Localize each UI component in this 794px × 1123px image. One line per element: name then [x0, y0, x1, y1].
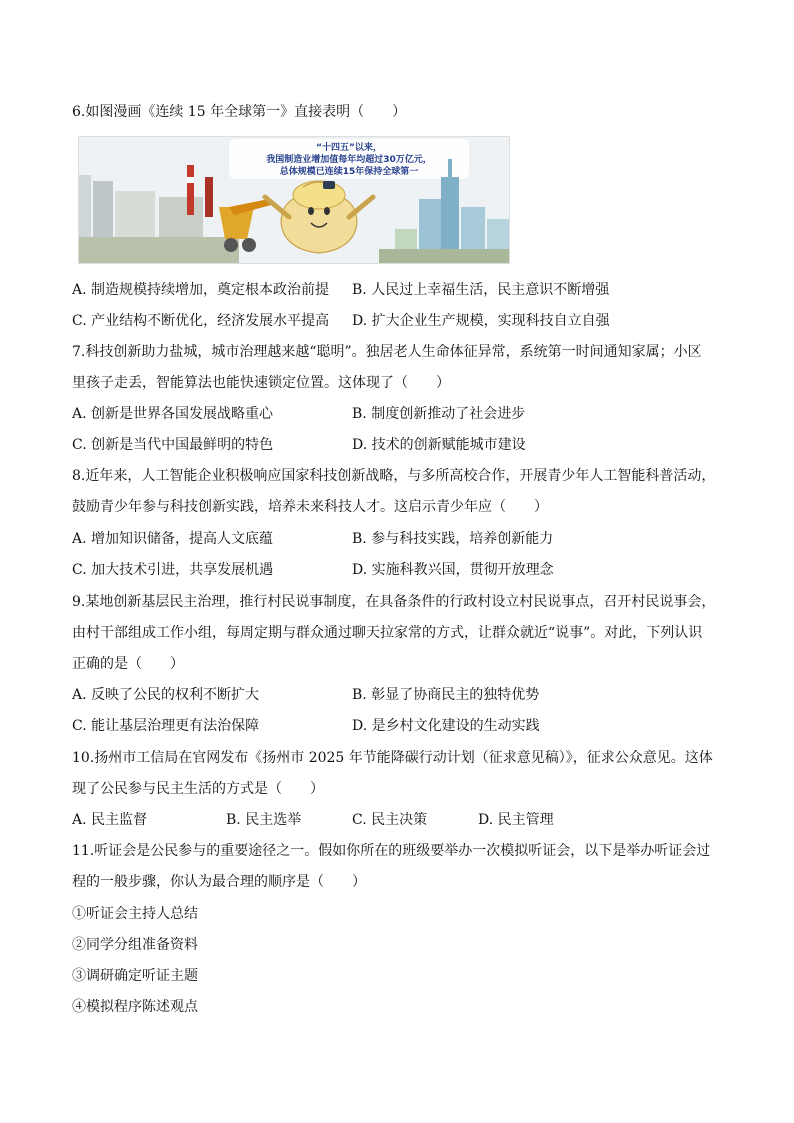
q11-stem-line-2: 程的一般步骤，你认为最合理的顺序是（ ）: [72, 874, 366, 890]
comic-image: [78, 136, 510, 264]
q7-option-d: D. 技术的创新赋能城市建设: [352, 437, 526, 453]
q10-option-c: C. 民主决策: [352, 812, 428, 828]
q9-stem-line-3: 正确的是（ ）: [72, 656, 184, 672]
q8-stem-line-1: 8.近年来，人工智能企业积极响应国家科技创新战略，与多所高校合作，开展青少年人工智能科普活动，: [72, 468, 716, 484]
q7-option-c: C. 创新是当代中国最鲜明的特色: [72, 437, 274, 453]
q6-option-b: B. 人民过上幸福生活，民主意识不断增强: [352, 282, 610, 298]
q8-option-d: D. 实施科教兴国，贯彻开放理念: [352, 562, 554, 578]
q11-step-1: ①听证会主持人总结: [72, 906, 198, 922]
q10-option-b: B. 民主选举: [226, 812, 302, 828]
q6-option-c: C. 产业结构不断优化，经济发展水平提高: [72, 313, 330, 329]
q8-option-c: C. 加大技术引进，共享发展机遇: [72, 562, 274, 578]
q9-option-b: B. 彰显了协商民主的独特优势: [352, 687, 540, 703]
q7-option-b: B. 制度创新推动了社会进步: [352, 406, 526, 422]
q9-stem-line-1: 9.某地创新基层民主治理，推行村民说事制度，在具备条件的行政村设立村民说事点，召开村民说事会，: [72, 594, 716, 610]
q11-step-2: ②同学分组准备资料: [72, 937, 198, 953]
q11-stem-line-1: 11.听证会是公民参与的重要途径之一。假如你所在的班级要举办一次模拟听证会，以下是举办听证会过: [72, 843, 711, 859]
q11-step-4: ④模拟程序陈述观点: [72, 999, 198, 1015]
comic-caption-1: “十四五”以来，: [316, 143, 382, 153]
q11-step-3: ③调研确定听证主题: [72, 968, 198, 984]
q7-stem-line-2: 里孩子走丢，智能算法也能快速锁定位置。这体现了（ ）: [72, 375, 450, 391]
comic-caption-3: 总体规模已连续15年保持全球第一: [279, 167, 419, 177]
q7-stem-line-1: 7.科技创新助力盐城，城市治理越来越“聪明”。独居老人生命体征异常，系统第一时间通知家属；小区: [72, 344, 702, 360]
q9-stem-line-2: 由村干部组成工作小组，每周定期与群众通过聊天拉家常的方式，让群众就近“说事”。对此，下列认识: [72, 625, 703, 641]
q10-option-d: D. 民主管理: [478, 812, 554, 828]
q6-option-a: A. 制造规模持续增加，奠定根本政治前提: [72, 282, 330, 298]
q9-option-d: D. 是乡村文化建设的生动实践: [352, 718, 540, 734]
q10-stem-line-1: 10.扬州市工信局在官网发布《扬州市 2025 年节能降碳行动计划（征求意见稿）》，征求公众意见。这体: [72, 750, 713, 766]
q8-stem-line-2: 鼓励青少年参与科技创新实践，培养未来科技人才。这启示青少年应（ ）: [72, 499, 548, 515]
q7-option-a: A. 创新是世界各国发展战略重心: [72, 406, 274, 422]
q9-option-a: A. 反映了公民的权利不断扩大: [72, 687, 260, 703]
comic-caption-2: 我国制造业增加值每年均超过30万亿元，: [266, 155, 432, 165]
q10-option-a: A. 民主监督: [72, 812, 148, 828]
q8-option-b: B. 参与科技实践，培养创新能力: [352, 531, 554, 547]
q6-option-d: D. 扩大企业生产规模，实现科技自立自强: [352, 313, 610, 329]
q8-option-a: A. 增加知识储备，提高人文底蕴: [72, 531, 274, 547]
q9-option-c: C. 能让基层治理更有法治保障: [72, 718, 260, 734]
q10-stem-line-2: 现了公民参与民主生活的方式是（ ）: [72, 781, 324, 797]
q6-stem: 6.如图漫画《连续 15 年全球第一》直接表明（ ）: [72, 104, 407, 120]
